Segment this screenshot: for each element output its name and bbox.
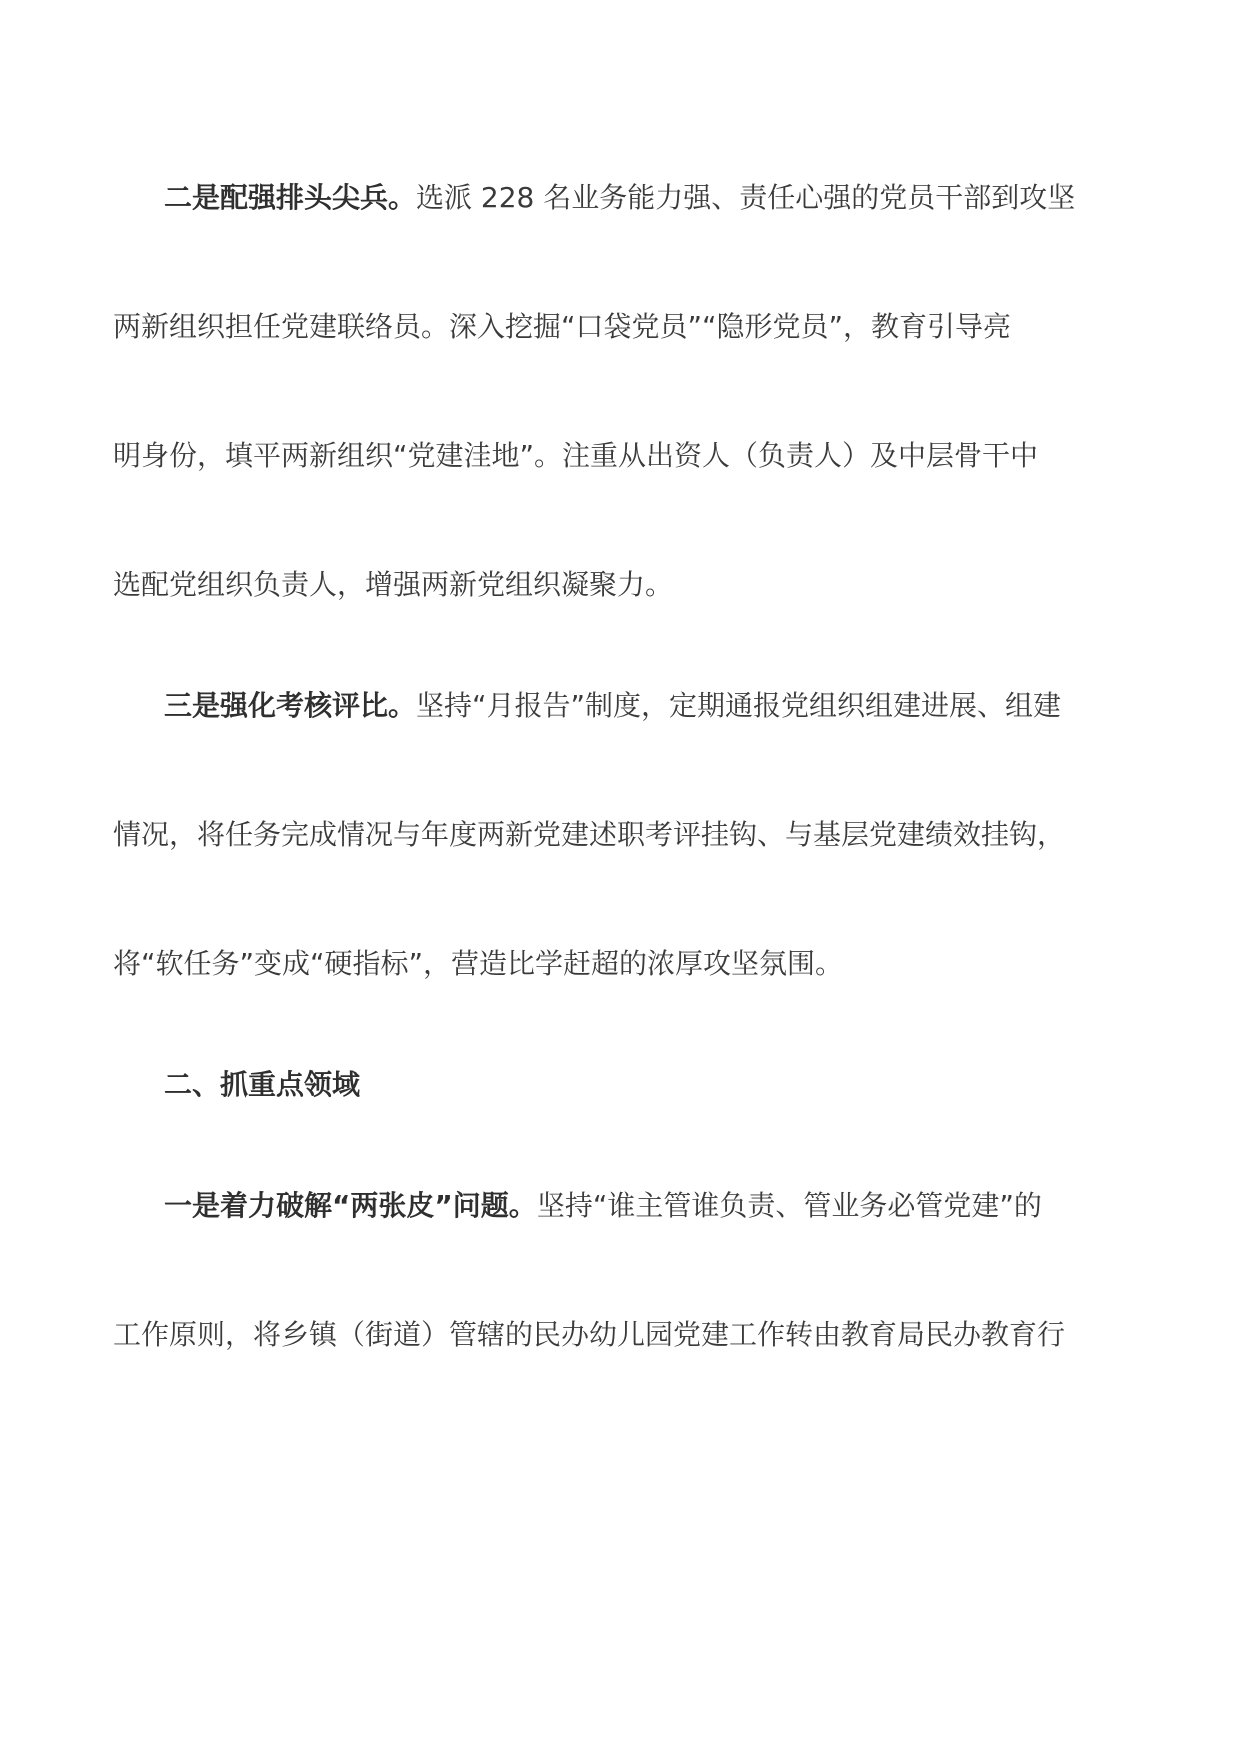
paragraph-1-line-1-text: 选派 228 名业务能力强、责任心强的党员干部到攻坚 — [416, 181, 1076, 214]
paragraph-2-lead: 三是强化考核评比。 — [164, 689, 417, 722]
paragraph-3-line-1-text: 坚持“谁主管谁负责、管业务必管党建”的 — [536, 1189, 1042, 1222]
paragraph-2-line-1-text: 坚持“月报告”制度，定期通报党组织组建进展、组建 — [416, 689, 1062, 722]
paragraph-3-lead: 一是着力破解“两张皮”问题。 — [164, 1189, 537, 1222]
paragraph-1-lead: 二是配强排头尖兵。 — [164, 181, 417, 214]
paragraph-1-line-2: 两新组织担任党建联络员。深入挖掘“口袋党员”“隐形党员”，教育引导亮 — [113, 310, 1012, 343]
paragraph-3-line-2: 工作原则，将乡镇（街道）管辖的民办幼儿园党建工作转由教育局民办教育行 — [113, 1318, 1066, 1351]
paragraph-2-line-1 — [164, 686, 1134, 726]
paragraph-1-line-3: 明身份，填平两新组织“党建洼地”。注重从出资人（负责人）及中层骨干中 — [113, 439, 1039, 472]
paragraph-1-line-1 — [164, 178, 1134, 218]
paragraph-2-line-3: 将“软任务”变成“硬指标”，营造比学赶超的浓厚攻坚氛围。 — [113, 947, 844, 980]
paragraph-3-line-1 — [164, 1186, 1134, 1226]
paragraph-2-line-2: 情况，将任务完成情况与年度两新党建述职考评挂钩、与基层党建绩效挂钩， — [113, 818, 1066, 851]
section-heading: 二、抓重点领域 — [164, 1068, 361, 1101]
paragraph-1-line-4: 选配党组织负责人，增强两新党组织凝聚力。 — [113, 568, 674, 601]
